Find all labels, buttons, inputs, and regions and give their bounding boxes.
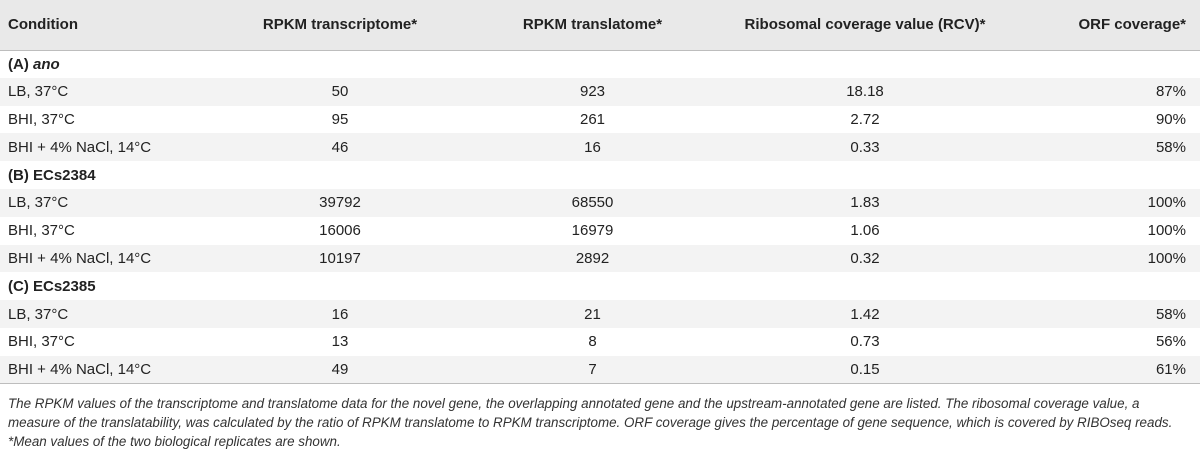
table-row <box>0 300 1200 328</box>
table-row <box>0 106 1200 134</box>
cell-translatome: 2892 <box>575 249 610 267</box>
header-rpkm-transcriptome: RPKM transcriptome* <box>262 16 418 34</box>
cell-transcriptome: 16006 <box>319 222 361 240</box>
cell-translatome: 7 <box>588 360 597 378</box>
table-row <box>0 133 1200 161</box>
group-row <box>0 50 1200 78</box>
cell-rcv: 1.42 <box>850 305 880 323</box>
header-condition: Condition <box>8 16 78 34</box>
cell-transcriptome: 95 <box>331 110 349 128</box>
group-label: (B) ECs2384 <box>8 166 96 184</box>
cell-condition: LB, 37°C <box>8 305 69 323</box>
cell-condition: BHI + 4% NaCl, 14°C <box>8 138 152 156</box>
cell-condition: BHI, 37°C <box>8 333 75 351</box>
cell-condition: BHI, 37°C <box>8 110 75 128</box>
cell-condition: LB, 37°C <box>8 83 69 101</box>
cell-orf-coverage: 58% <box>1155 305 1186 323</box>
cell-transcriptome: 49 <box>331 360 349 378</box>
cell-orf-coverage: 61% <box>1155 360 1186 378</box>
table-row <box>0 328 1200 356</box>
cell-transcriptome: 10197 <box>319 249 361 267</box>
cell-condition: LB, 37°C <box>8 194 69 212</box>
group-label: (C) ECs2385 <box>8 277 96 295</box>
cell-orf-coverage: 90% <box>1155 110 1186 128</box>
table-row <box>0 189 1200 217</box>
header-rcv: Ribosomal coverage value (RCV)* <box>744 16 986 34</box>
header-orf-coverage: ORF coverage* <box>1078 16 1186 34</box>
group-row <box>0 272 1200 300</box>
cell-translatome: 16979 <box>571 222 614 240</box>
table-row <box>0 245 1200 273</box>
cell-orf-coverage: 100% <box>1147 249 1186 267</box>
table-header <box>0 0 1200 50</box>
cell-condition: BHI, 37°C <box>8 222 75 240</box>
cell-rcv: 0.73 <box>850 333 880 351</box>
header-row <box>0 0 1200 50</box>
cell-condition: BHI + 4% NaCl, 14°C <box>8 360 152 378</box>
cell-orf-coverage: 87% <box>1155 83 1186 101</box>
group-label: (A) ano <box>8 55 60 73</box>
cell-rcv: 0.33 <box>850 138 880 156</box>
cell-rcv: 1.83 <box>850 194 880 212</box>
group-row <box>0 161 1200 189</box>
cell-translatome: 68550 <box>571 194 614 212</box>
cell-transcriptome: 16 <box>331 305 349 323</box>
cell-orf-coverage: 100% <box>1147 222 1186 240</box>
cell-translatome: 21 <box>584 305 601 323</box>
cell-rcv: 18.18 <box>846 83 884 101</box>
cell-translatome: 8 <box>588 333 597 351</box>
cell-orf-coverage: 56% <box>1155 333 1186 351</box>
table-row <box>0 217 1200 245</box>
cell-rcv: 1.06 <box>850 222 880 240</box>
cell-transcriptome: 46 <box>331 138 349 156</box>
table-row <box>0 78 1200 106</box>
cell-rcv: 0.15 <box>850 360 880 378</box>
header-rpkm-translatome: RPKM translatome* <box>522 16 663 34</box>
cell-transcriptome: 13 <box>331 333 349 351</box>
cell-transcriptome: 50 <box>331 83 349 101</box>
table-row <box>0 356 1200 384</box>
cell-transcriptome: 39792 <box>319 194 361 212</box>
cell-orf-coverage: 58% <box>1155 138 1186 156</box>
cell-translatome: 261 <box>579 110 606 128</box>
table-body <box>0 50 1200 384</box>
table-footnote: The RPKM values of the transcriptome and translatome data for the novel gene, the overlapping annotated gene and the upstream-annotated gene are listed. The ribosomal coverage value, a measure of the translatability, was calculated by the ratio of RPKM translatome to RPKM transcriptome. ORF coverage gives the percentage of gene sequence, which is covered by RIBOseq reads. *Mean values of the two biological replicates are shown. <box>8 396 1173 450</box>
cell-orf-coverage: 100% <box>1147 194 1186 212</box>
cell-rcv: 2.72 <box>850 110 880 128</box>
cell-translatome: 16 <box>584 138 601 156</box>
cell-condition: BHI + 4% NaCl, 14°C <box>8 249 152 267</box>
cell-rcv: 0.32 <box>850 249 880 267</box>
cell-translatome: 923 <box>579 83 606 101</box>
